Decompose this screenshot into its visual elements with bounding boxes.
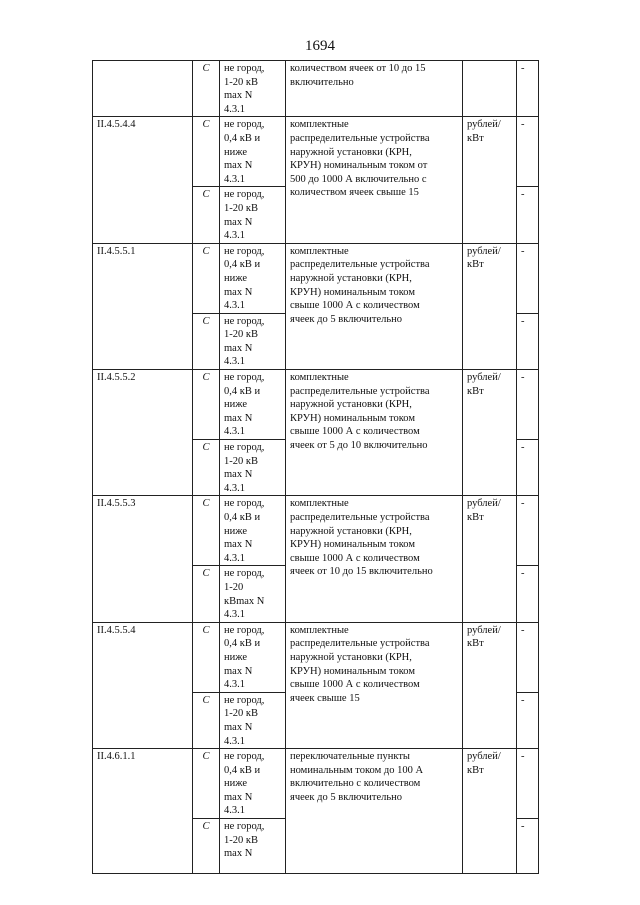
- category-cell-text: С: [202, 63, 210, 74]
- category-cell-text: С: [202, 315, 210, 327]
- category-cell-text: С: [202, 442, 210, 454]
- value-cell-text: -: [521, 821, 525, 833]
- voltage-cell-text: не город, 0,4 кВ и ниже max N 4.3.1: [224, 245, 265, 312]
- value-cell: [517, 622, 539, 692]
- value-cell-text: -: [521, 245, 525, 257]
- row-code-cell: [93, 117, 193, 243]
- table-row: [93, 117, 539, 187]
- voltage-cell: [220, 370, 286, 440]
- voltage-cell: [220, 566, 286, 622]
- category-cell-text: С: [202, 568, 210, 580]
- category-cell: [193, 440, 220, 496]
- value-cell: [517, 749, 539, 819]
- category-cell: [193, 622, 220, 692]
- unit-cell-text: рублей/ кВт: [467, 751, 501, 776]
- unit-cell: [463, 243, 517, 369]
- category-cell-text: С: [202, 694, 210, 706]
- description-cell-text: комплектные распределительные устройства наружной установки (КРН, КРУН) номинальным током от 500 до 1000 А включительно с количеством ячеек свыше 15: [290, 119, 430, 199]
- voltage-cell: [220, 61, 286, 117]
- voltage-cell: [220, 749, 286, 819]
- unit-cell: [463, 370, 517, 496]
- table-row: [93, 622, 539, 692]
- value-cell-text: -: [521, 751, 525, 763]
- category-cell: [193, 61, 220, 117]
- description-cell: [286, 749, 463, 874]
- unit-cell: [463, 622, 517, 748]
- voltage-cell: [220, 117, 286, 187]
- category-cell: [193, 496, 220, 566]
- category-cell: [193, 117, 220, 187]
- description-cell: [286, 61, 463, 117]
- row-code-cell: [93, 622, 193, 748]
- value-cell-text: -: [521, 498, 525, 510]
- table-row: [93, 370, 539, 440]
- unit-cell: [463, 117, 517, 243]
- category-cell-text: С: [202, 821, 210, 833]
- value-cell: [517, 566, 539, 622]
- unit-cell: [463, 61, 517, 117]
- unit-cell-text: рублей/ кВт: [467, 624, 501, 650]
- category-cell-text: С: [202, 189, 210, 201]
- row-code-cell: [93, 370, 193, 496]
- description-cell: [286, 117, 463, 243]
- voltage-cell-text: не город, 1-20 кВ max N 4.3.1: [224, 63, 265, 115]
- category-cell: [193, 243, 220, 313]
- value-cell-text: -: [521, 694, 525, 706]
- value-cell: [517, 496, 539, 566]
- value-cell: [517, 117, 539, 187]
- category-cell: [193, 370, 220, 440]
- value-cell: [517, 370, 539, 440]
- table-row: [93, 749, 539, 819]
- value-cell-text: -: [521, 624, 525, 636]
- voltage-cell-text: не город, 0,4 кВ и ниже max N 4.3.1: [224, 498, 265, 564]
- value-cell: [517, 61, 539, 117]
- description-cell-text: количеством ячеек от 10 до 15 включительно: [290, 63, 426, 88]
- category-cell: [193, 819, 220, 874]
- value-cell-text: -: [521, 442, 525, 454]
- value-cell-text: -: [521, 119, 525, 131]
- category-cell-text: С: [202, 119, 210, 131]
- category-cell-text: С: [202, 624, 210, 636]
- voltage-cell: [220, 692, 286, 748]
- description-cell-text: комплектные распределительные устройства наружной установки (КРН, КРУН) номинальным током свыше 1000 А с количеством ячеек свыше 15: [290, 624, 430, 704]
- category-cell-text: С: [202, 751, 210, 763]
- row-code-cell: [93, 749, 193, 874]
- voltage-cell-text: не город, 1-20 кВ max N 4.3.1: [224, 442, 265, 494]
- value-cell-text: -: [521, 189, 525, 201]
- unit-cell-text: рублей/ кВт: [467, 119, 501, 144]
- table-body: [93, 61, 539, 874]
- value-cell: [517, 243, 539, 313]
- description-cell-text: переключательные пункты номинальным током до 100 А включительно с количеством ячеек до 5 включительно: [290, 751, 424, 803]
- voltage-cell-text: не город, 1-20 кВ max N 4.3.1: [224, 315, 265, 368]
- value-cell: [517, 313, 539, 369]
- tariff-table: [92, 60, 539, 874]
- voltage-cell: [220, 622, 286, 692]
- voltage-cell: [220, 819, 286, 874]
- voltage-cell: [220, 440, 286, 496]
- unit-cell-text: рублей/ кВт: [467, 245, 501, 271]
- category-cell-text: С: [202, 498, 210, 510]
- value-cell-text: -: [521, 315, 525, 327]
- row-code-cell: [93, 243, 193, 369]
- voltage-cell: [220, 243, 286, 313]
- unit-cell: [463, 749, 517, 874]
- value-cell-text: -: [521, 372, 525, 384]
- voltage-cell: [220, 313, 286, 369]
- row-code-cell-text: II.4.5.5.1: [97, 245, 136, 257]
- voltage-cell-text: не город, 1-20 кВ max N 4.3.1: [224, 694, 265, 747]
- description-cell: [286, 370, 463, 496]
- row-code-cell-text: II.4.5.4.4: [97, 119, 136, 131]
- row-code-cell: [93, 61, 193, 117]
- category-cell-text: С: [202, 372, 210, 384]
- voltage-cell-text: не город, 0,4 кВ и ниже max N 4.3.1: [224, 624, 265, 691]
- value-cell: [517, 692, 539, 748]
- table-row: [93, 496, 539, 566]
- category-cell: [193, 692, 220, 748]
- category-cell-text: С: [202, 245, 210, 257]
- table-row: [93, 61, 539, 117]
- category-cell: [193, 566, 220, 622]
- description-cell-text: комплектные распределительные устройства наружной установки (КРН, КРУН) номинальным током свыше 1000 А с количеством ячеек от 10 до 15 включительно: [290, 498, 433, 578]
- unit-cell-text: рублей/ кВт: [467, 498, 501, 523]
- row-code-cell: [93, 496, 193, 622]
- page-number: 1694: [305, 38, 335, 54]
- description-cell: [286, 496, 463, 622]
- category-cell: [193, 313, 220, 369]
- value-cell: [517, 819, 539, 874]
- voltage-cell-text: не город, 0,4 кВ и ниже max N 4.3.1: [224, 751, 265, 817]
- value-cell-text: -: [521, 63, 525, 74]
- value-cell-text: -: [521, 568, 525, 580]
- voltage-cell: [220, 496, 286, 566]
- voltage-cell-text: не город, 0,4 кВ и ниже max N 4.3.1: [224, 119, 265, 185]
- table-row: [93, 243, 539, 313]
- value-cell: [517, 440, 539, 496]
- row-code-cell-text: II.4.5.5.3: [97, 498, 136, 510]
- voltage-cell-text: не город, 0,4 кВ и ниже max N 4.3.1: [224, 372, 265, 438]
- voltage-cell: [220, 187, 286, 243]
- row-code-cell-text: II.4.6.1.1: [97, 751, 136, 763]
- value-cell: [517, 187, 539, 243]
- unit-cell-text: рублей/ кВт: [467, 372, 501, 397]
- voltage-cell-text: не город, 1-20 кВmax N 4.3.1: [224, 568, 265, 621]
- description-cell-text: комплектные распределительные устройства наружной установки (КРН, КРУН) номинальным током свыше 1000 А с количеством ячеек от 5 до 10 включительно: [290, 372, 430, 452]
- voltage-cell-text: не город, 1-20 кВ max N 4.3.1: [224, 189, 265, 242]
- description-cell: [286, 243, 463, 369]
- description-cell-text: комплектные распределительные устройства наружной установки (КРН, КРУН) номинальным током свыше 1000 А с количеством ячеек до 5 включительно: [290, 245, 430, 325]
- voltage-cell-text: не город, 1-20 кВ max N: [224, 821, 265, 860]
- unit-cell: [463, 496, 517, 622]
- category-cell: [193, 749, 220, 819]
- row-code-cell-text: II.4.5.5.4: [97, 624, 136, 636]
- category-cell: [193, 187, 220, 243]
- description-cell: [286, 622, 463, 748]
- row-code-cell-text: II.4.5.5.2: [97, 372, 136, 384]
